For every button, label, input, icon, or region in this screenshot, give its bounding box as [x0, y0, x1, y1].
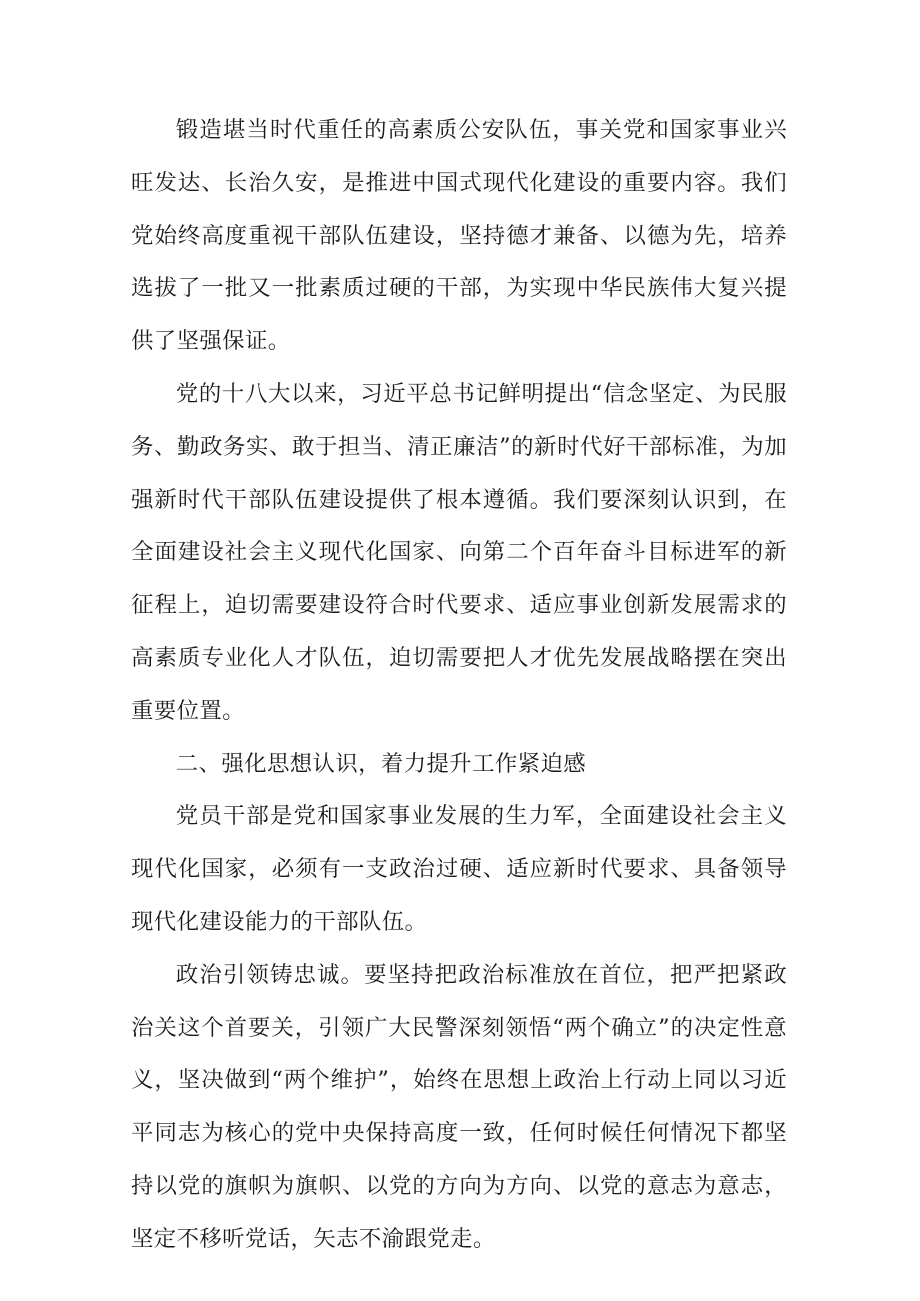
paragraph-3: 党员干部是党和国家事业发展的生力军，全面建设社会主义现代化国家，必须有一支政治过硬、适应新时代要求、具备领导现代化建设能力的干部队伍。	[131, 803, 787, 935]
document-body	[131, 104, 787, 1266]
paragraph-4: 政治引领铸忠诚。要坚持把政治标准放在首位，把严把紧政治关这个首要关，引领广大民警深刻领悟“两个确立”的决定性意义，坚决做到“两个维护”，始终在思想上政治上行动上同以习近平同志为核心的党中央保持高度一致，任何时候任何情况下都坚持以党的旗帜为旗帜、以党的方向为方向、以党的意志为意志，坚定不移听党话，矢志不渝跟党走。	[131, 961, 787, 1252]
section-heading: 二、强化思想认识，着力提升工作紧迫感	[175, 750, 587, 777]
paragraph-1: 锻造堪当时代重任的高素质公安队伍，事关党和国家事业兴旺发达、长治久安，是推进中国式现代化建设的重要内容。我们党始终高度重视干部队伍建设，坚持德才兼备、以德为先，培养选拔了一批又一批素质过硬的干部，为实现中华民族伟大复兴提供了坚强保证。	[131, 117, 787, 355]
paragraph-2: 党的十八大以来，习近平总书记鲜明提出“信念坚定、为民服务、勤政务实、敢于担当、清正廉洁”的新时代好干部标准，为加强新时代干部队伍建设提供了根本遵循。我们要深刻认识到，在全面建设社会主义现代化国家、向第二个百年奋斗目标进军的新征程上，迫切需要建设符合时代要求、适应事业创新发展需求的高素质专业化人才队伍，迫切需要把人才优先发展战略摆在突出重要位置。	[131, 380, 787, 724]
